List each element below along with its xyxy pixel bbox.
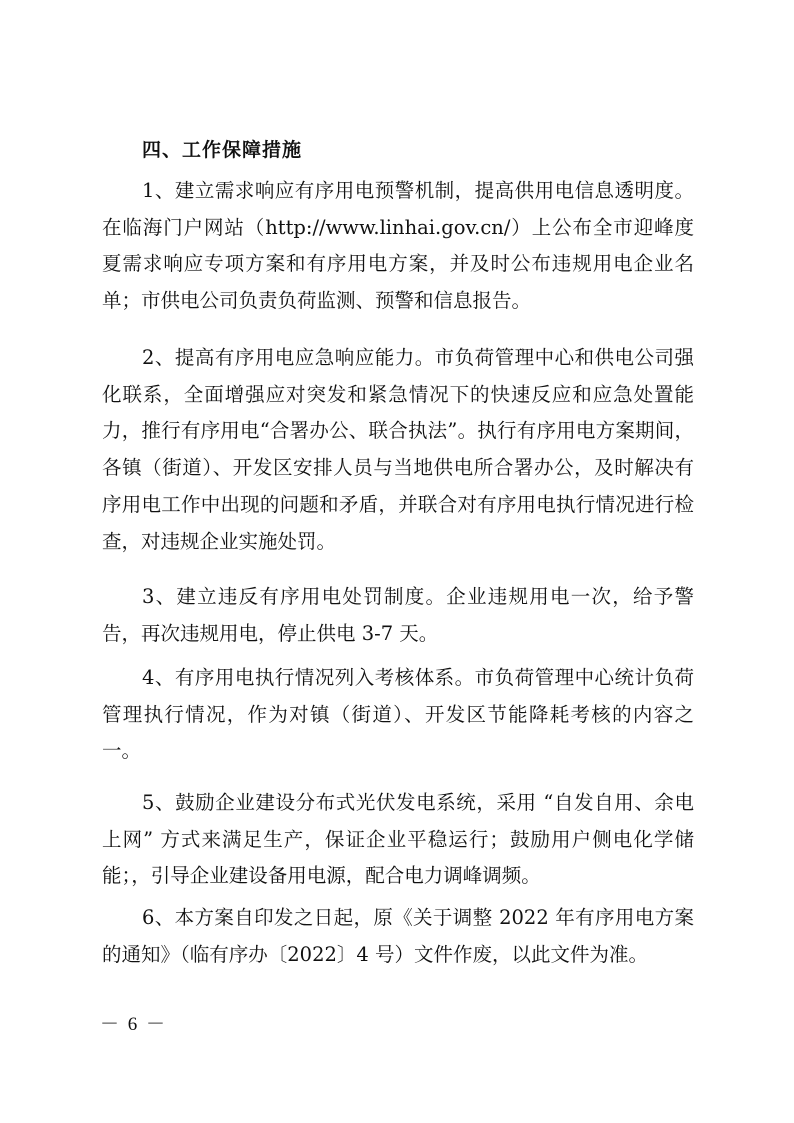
paragraph-2: 2、提高有序用电应急响应能力。市负荷管理中心和供电公司强化联系，全面增强应对突发和紧急情况下的快速反应和应急处置能力，推行有序用电“合署办公、联合执法”。执行有序用电方案期间，各镇（街道）、开发区安排人员与当地供电所合署办公，及时解决有序用电工作中出现的问题和矛盾，并联合对有序用电执行情况进行检查，对违规企业实施处罚。	[102, 346, 694, 553]
paragraph-6: 6、本方案自印发之日起，原《关于调整 2022 年有序用电方案的通知》（临有序办〔2022〕4 号）文件作废，以此文件为准。	[102, 906, 694, 966]
paragraph-4: 4、有序用电执行情况列入考核体系。市负荷管理中心统计负荷管理执行情况，作为对镇（街道）、开发区节能降耗考核的内容之一。	[102, 666, 694, 763]
paragraph-1: 1、建立需求响应有序用电预警机制，提高供用电信息透明度。在临海门户网站（http://www.linhai.gov.cn/）上公布全市迎峰度夏需求响应专项方案和有序用电方案，并及时公布违规用电企业名单；市供电公司负责负荷监测、预警和信息报告。	[102, 179, 694, 313]
paragraph-3: 3、建立违反有序用电处罚制度。企业违规用电一次，给予警告，再次违规用电，停止供电 3-7 天。	[102, 585, 694, 645]
page-number: － 6 －	[100, 1014, 168, 1035]
section-heading: 四、工作保障措施	[142, 139, 303, 161]
paragraph-5: 5、鼓励企业建设分布式光伏发电系统，采用 “自发自用、余电上网” 方式来满足生产，保证企业平稳运行；鼓励用户侧电化学储能；，引导企业建设备用电源，配合电力调峰调频。	[102, 791, 694, 888]
